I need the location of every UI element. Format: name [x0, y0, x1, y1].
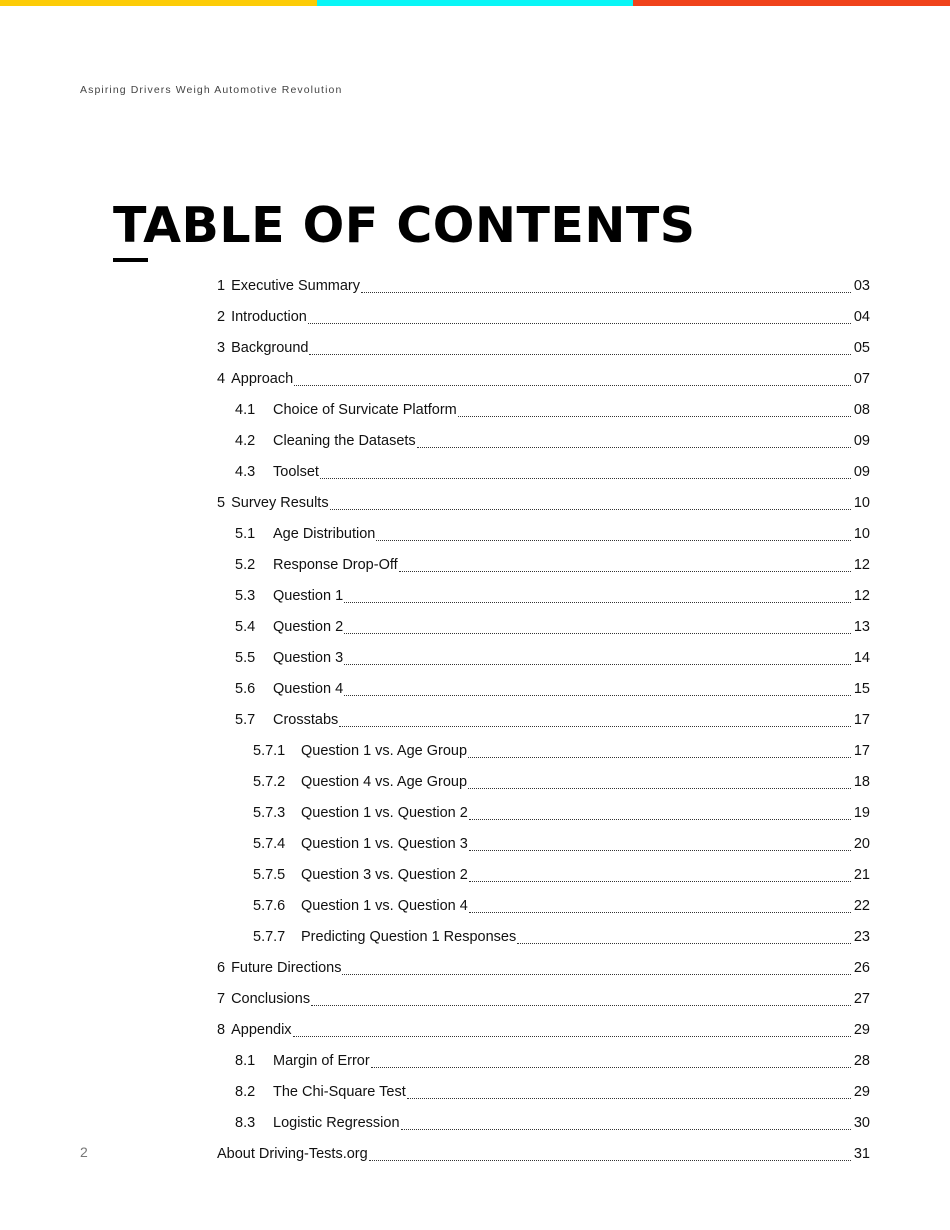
top-bar-yellow: [0, 0, 317, 6]
toc-entry[interactable]: [217, 828, 870, 859]
toc-entry-label: Future Directions: [231, 959, 342, 976]
toc-entry-label: Cleaning the Datasets: [273, 432, 416, 449]
toc-entry[interactable]: [217, 363, 870, 394]
toc-entry-label: Background: [231, 339, 309, 356]
toc-entry-number: 1: [217, 277, 226, 294]
toc-entry-page: 12: [853, 556, 870, 573]
toc-entry-label: Question 2: [273, 618, 344, 635]
toc-entry[interactable]: [217, 1045, 870, 1076]
toc-entry[interactable]: [217, 921, 870, 952]
toc-entry[interactable]: [217, 797, 870, 828]
toc-entry-number: 5.7.4: [253, 835, 286, 852]
toc-entry[interactable]: [217, 518, 870, 549]
toc-entry[interactable]: [217, 952, 870, 983]
toc-entry-page: 10: [853, 525, 870, 542]
toc-entry-label: Choice of Survicate Platform: [273, 401, 457, 418]
toc-entry-label: The Chi-Square Test: [273, 1083, 406, 1100]
toc-dot-leader: [293, 1024, 851, 1037]
toc-entry-page: 17: [853, 742, 870, 759]
toc-entry-label: Executive Summary: [231, 277, 361, 294]
toc-dot-leader: [376, 528, 851, 541]
top-color-bar: [0, 0, 950, 6]
toc-entry[interactable]: [217, 301, 870, 332]
toc-entry-page: 21: [853, 866, 870, 883]
toc-dot-leader: [344, 652, 851, 665]
toc-entry-number: 8.2: [235, 1083, 256, 1100]
toc-entry-number: 4.3: [235, 463, 256, 480]
toc-entry-label: Question 1 vs. Question 3: [301, 835, 468, 852]
toc-entry[interactable]: [217, 673, 870, 704]
toc-entry-page: 07: [853, 370, 870, 387]
top-bar-orange: [633, 0, 950, 6]
toc-entry-number: 5.3: [235, 587, 256, 604]
toc-entry-page: 17: [853, 711, 870, 728]
toc-entry-label: Question 1 vs. Age Group: [301, 742, 468, 759]
toc-entry[interactable]: [217, 1107, 870, 1138]
toc-dot-leader: [371, 1055, 851, 1068]
toc-entry-label: Age Distribution: [273, 525, 376, 542]
toc-entry-number: 7: [217, 990, 226, 1007]
toc-entry-number: 5.2: [235, 556, 256, 573]
toc-entry-page: 22: [853, 897, 870, 914]
toc-dot-leader: [407, 1086, 851, 1099]
toc-entry-label: Question 4 vs. Age Group: [301, 773, 468, 790]
toc-entry-number: 5.7.1: [253, 742, 286, 759]
toc-entry-label: Approach: [231, 370, 294, 387]
toc-entry-label: Question 1: [273, 587, 344, 604]
toc-dot-leader: [311, 993, 851, 1006]
toc-entry-number: 4.2: [235, 432, 256, 449]
toc-entry-label: Crosstabs: [273, 711, 339, 728]
toc-entry-number: 4: [217, 370, 226, 387]
toc-dot-leader: [517, 931, 851, 944]
toc-entry-page: 26: [853, 959, 870, 976]
page-number: 2: [80, 1144, 88, 1160]
toc-entry[interactable]: [217, 983, 870, 1014]
toc-entry-number: 2: [217, 308, 226, 325]
toc-entry-label: Logistic Regression: [273, 1114, 400, 1131]
toc-dot-leader: [401, 1117, 851, 1130]
toc-entry[interactable]: [217, 270, 870, 301]
toc-entry-page: 03: [853, 277, 870, 294]
toc-dot-leader: [320, 466, 851, 479]
toc-entry-number: 5.7: [235, 711, 256, 728]
toc-entry-number: 5.7.7: [253, 928, 286, 945]
toc-entry-number: 5.1: [235, 525, 256, 542]
toc-entry[interactable]: [217, 1138, 870, 1169]
toc-entry-number: 5.7.2: [253, 773, 286, 790]
toc-entry-label: Predicting Question 1 Responses: [301, 928, 517, 945]
toc-entry[interactable]: [217, 580, 870, 611]
toc-entry-label: About Driving-Tests.org: [217, 1145, 368, 1162]
toc-entry-page: 28: [853, 1052, 870, 1069]
toc-entry-page: 04: [853, 308, 870, 325]
toc-entry-label: Survey Results: [231, 494, 329, 511]
toc-dot-leader: [469, 838, 851, 851]
toc-dot-leader: [344, 621, 851, 634]
toc-entry[interactable]: [217, 394, 870, 425]
toc-dot-leader: [468, 745, 851, 758]
toc-dot-leader: [342, 962, 851, 975]
toc-entry-number: 5: [217, 494, 226, 511]
toc-entry[interactable]: [217, 890, 870, 921]
toc-entry[interactable]: [217, 456, 870, 487]
toc-dot-leader: [468, 776, 851, 789]
toc-entry-number: 8: [217, 1021, 226, 1038]
toc-entry-page: 15: [853, 680, 870, 697]
toc-list: [217, 270, 870, 1169]
toc-dot-leader: [458, 404, 851, 417]
toc-entry[interactable]: [217, 642, 870, 673]
toc-dot-leader: [339, 714, 851, 727]
page-title: TABLE OF CONTENTS: [113, 197, 696, 254]
toc-entry-label: Question 3: [273, 649, 344, 666]
toc-entry-number: 5.7.6: [253, 897, 286, 914]
toc-entry-number: 5.4: [235, 618, 256, 635]
toc-dot-leader: [308, 311, 851, 324]
toc-entry-number: 4.1: [235, 401, 256, 418]
toc-entry[interactable]: [217, 859, 870, 890]
toc-entry-label: Toolset: [273, 463, 319, 480]
title-underline-accent: [113, 258, 148, 262]
toc-dot-leader: [469, 807, 851, 820]
toc-entry-page: 31: [853, 1145, 870, 1162]
toc-entry-number: 8.1: [235, 1052, 256, 1069]
running-header: Aspiring Drivers Weigh Automotive Revolution: [80, 84, 343, 96]
toc-entry-label: Question 4: [273, 680, 344, 697]
toc-entry[interactable]: [217, 425, 870, 456]
toc-entry-page: 10: [853, 494, 870, 511]
toc-entry-label: Appendix: [231, 1021, 292, 1038]
toc-entry[interactable]: [217, 487, 870, 518]
toc-entry[interactable]: [217, 1076, 870, 1107]
toc-entry-number: 5.7.3: [253, 804, 286, 821]
toc-entry-label: Question 1 vs. Question 2: [301, 804, 468, 821]
toc-entry-label: Margin of Error: [273, 1052, 370, 1069]
toc-entry-label: Question 3 vs. Question 2: [301, 866, 468, 883]
toc-entry-label: Conclusions: [231, 990, 311, 1007]
toc-entry-page: 18: [853, 773, 870, 790]
toc-entry-page: 30: [853, 1114, 870, 1131]
toc-entry-page: 29: [853, 1021, 870, 1038]
toc-entry[interactable]: [217, 611, 870, 642]
toc-entry-page: 27: [853, 990, 870, 1007]
toc-dot-leader: [344, 683, 851, 696]
toc-entry-number: 8.3: [235, 1114, 256, 1131]
toc-entry-page: 19: [853, 804, 870, 821]
toc-entry-label: Response Drop-Off: [273, 556, 398, 573]
toc-dot-leader: [344, 590, 851, 603]
toc-entry[interactable]: [217, 704, 870, 735]
toc-entry[interactable]: [217, 766, 870, 797]
top-bar-cyan: [317, 0, 634, 6]
toc-entry-page: 20: [853, 835, 870, 852]
toc-entry-page: 05: [853, 339, 870, 356]
toc-entry-number: 3: [217, 339, 226, 356]
toc-entry-page: 08: [853, 401, 870, 418]
toc-entry-number: 5.5: [235, 649, 256, 666]
toc-entry-page: 13: [853, 618, 870, 635]
toc-entry-label: Question 1 vs. Question 4: [301, 897, 468, 914]
toc-entry[interactable]: [217, 549, 870, 580]
toc-entry-number: 6: [217, 959, 226, 976]
toc-entry-page: 23: [853, 928, 870, 945]
toc-entry-page: 09: [853, 463, 870, 480]
toc-dot-leader: [399, 559, 851, 572]
toc-entry-page: 12: [853, 587, 870, 604]
toc-entry[interactable]: [217, 1014, 870, 1045]
toc-dot-leader: [469, 900, 851, 913]
toc-dot-leader: [309, 342, 851, 355]
toc-dot-leader: [361, 280, 851, 293]
toc-entry-page: 14: [853, 649, 870, 666]
toc-dot-leader: [294, 373, 851, 386]
toc-dot-leader: [469, 869, 851, 882]
toc-entry-page: 09: [853, 432, 870, 449]
toc-dot-leader: [417, 435, 851, 448]
toc-entry[interactable]: [217, 332, 870, 363]
toc-entry-number: 5.6: [235, 680, 256, 697]
toc-entry-label: Introduction: [231, 308, 307, 325]
toc-dot-leader: [330, 497, 851, 510]
toc-entry-number: 5.7.5: [253, 866, 286, 883]
toc-dot-leader: [369, 1148, 851, 1161]
toc-entry-page: 29: [853, 1083, 870, 1100]
toc-entry[interactable]: [217, 735, 870, 766]
